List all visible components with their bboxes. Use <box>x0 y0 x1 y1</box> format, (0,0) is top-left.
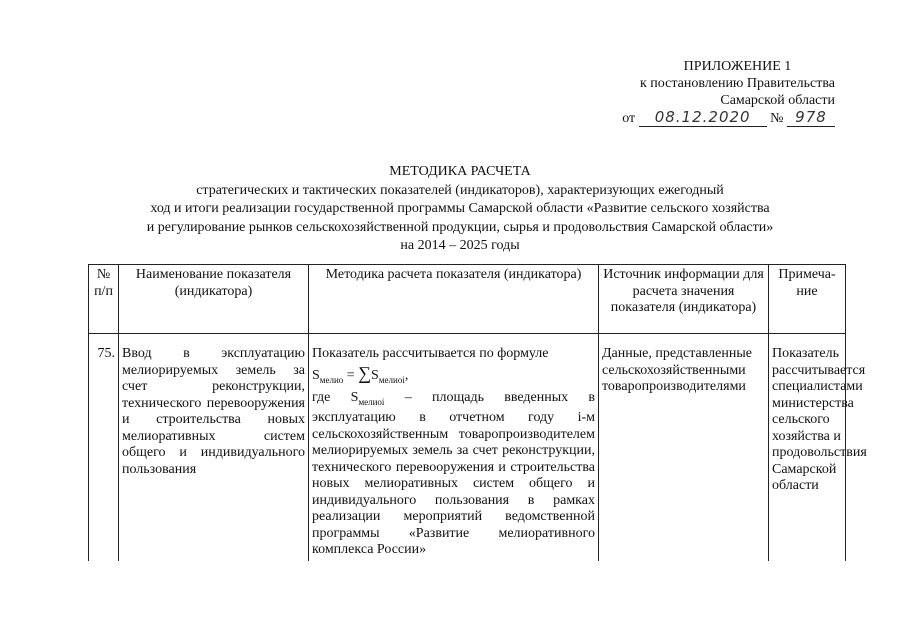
formula-lhs-sub: мелио <box>319 374 344 385</box>
appendix-line-1: к постановлению Правительства <box>639 76 835 91</box>
title-line-1: МЕТОДИКА РАСЧЕТА <box>389 164 531 179</box>
table-spacer-row <box>89 334 846 345</box>
title-line-4: и регулирование рынков сельскохозяйственной продукции, сырья и продовольствия Самарской области» <box>146 219 774 235</box>
header-method: Методика расчета показателя (индикатора) <box>309 265 599 334</box>
formula-rhs: S <box>371 367 379 383</box>
method-where: где S <box>312 389 359 405</box>
handwritten-date: 08.12.2020 <box>639 109 767 127</box>
method-explanation <box>312 390 595 559</box>
appendix-heading: ПРИЛОЖЕНИЕ 1 <box>683 59 792 74</box>
appendix-line-2: Самарской области <box>720 93 835 108</box>
formula-lhs: S <box>312 367 320 383</box>
title-line-3: ход и итоги реализации государственной программы Самарской области «Развитие сельского хозяйства <box>150 201 770 216</box>
row-number: 75. <box>89 344 119 561</box>
title-line-2: стратегических и тактических показателей (индикаторов), характеризующих ежегодный <box>196 182 724 198</box>
method-formula <box>312 362 595 388</box>
appendix-date-line <box>600 109 835 127</box>
indicators-table <box>88 264 867 561</box>
header-note: Примеча-ние <box>769 265 846 334</box>
table-header-row <box>89 265 846 334</box>
formula-rhs-sub: мелиоi <box>378 374 405 385</box>
header-number: № п/п <box>89 265 119 334</box>
appendix-block <box>600 58 835 127</box>
row-source: Данные, представленные сельскохозяйственными товаропроизводителями <box>599 344 769 561</box>
method-where-sub: мелиоi <box>358 396 385 407</box>
title-line-5: на 2014 – 2025 годы <box>400 238 520 253</box>
method-intro: Показатель рассчитывается по формуле <box>312 346 549 361</box>
formula-tail: , <box>404 367 409 383</box>
row-method <box>309 344 599 561</box>
row-indicator-name: Ввод в эксплуатацию мелиорируемых земель за счет реконструкции, технического перевооружения и строительства новых мелиоративных систем общего и индивидуального пользования <box>119 344 309 561</box>
document-title <box>100 163 820 256</box>
formula-sum-sign: ∑ <box>358 362 372 383</box>
number-prefix: № <box>770 111 784 126</box>
handwritten-number: 978 <box>787 109 835 127</box>
date-prefix: от <box>622 111 636 126</box>
method-rest: – площадь введенных в эксплуатацию в отчетном году i-м сельскохозяйственным товаропроизводителем мелиорируемых земель за счет реконструкции, технического перевооружения и строительства новых мелиоративных систем общего и индивидуального пользования в рамках реализации мероприятий ведомственной программы «Развитие мелиоративного комплекса России» <box>312 389 595 558</box>
header-source: Источник информации для расчета значения показателя (индикатора) <box>599 265 769 334</box>
row-note: Показатель рассчитывается специалистами министерства сельского хозяйства и продовольствия Самарской области <box>769 344 846 561</box>
table-row <box>89 344 846 561</box>
formula-eq: = <box>343 367 359 383</box>
header-name: Наименование показателя (индикатора) <box>119 265 309 334</box>
